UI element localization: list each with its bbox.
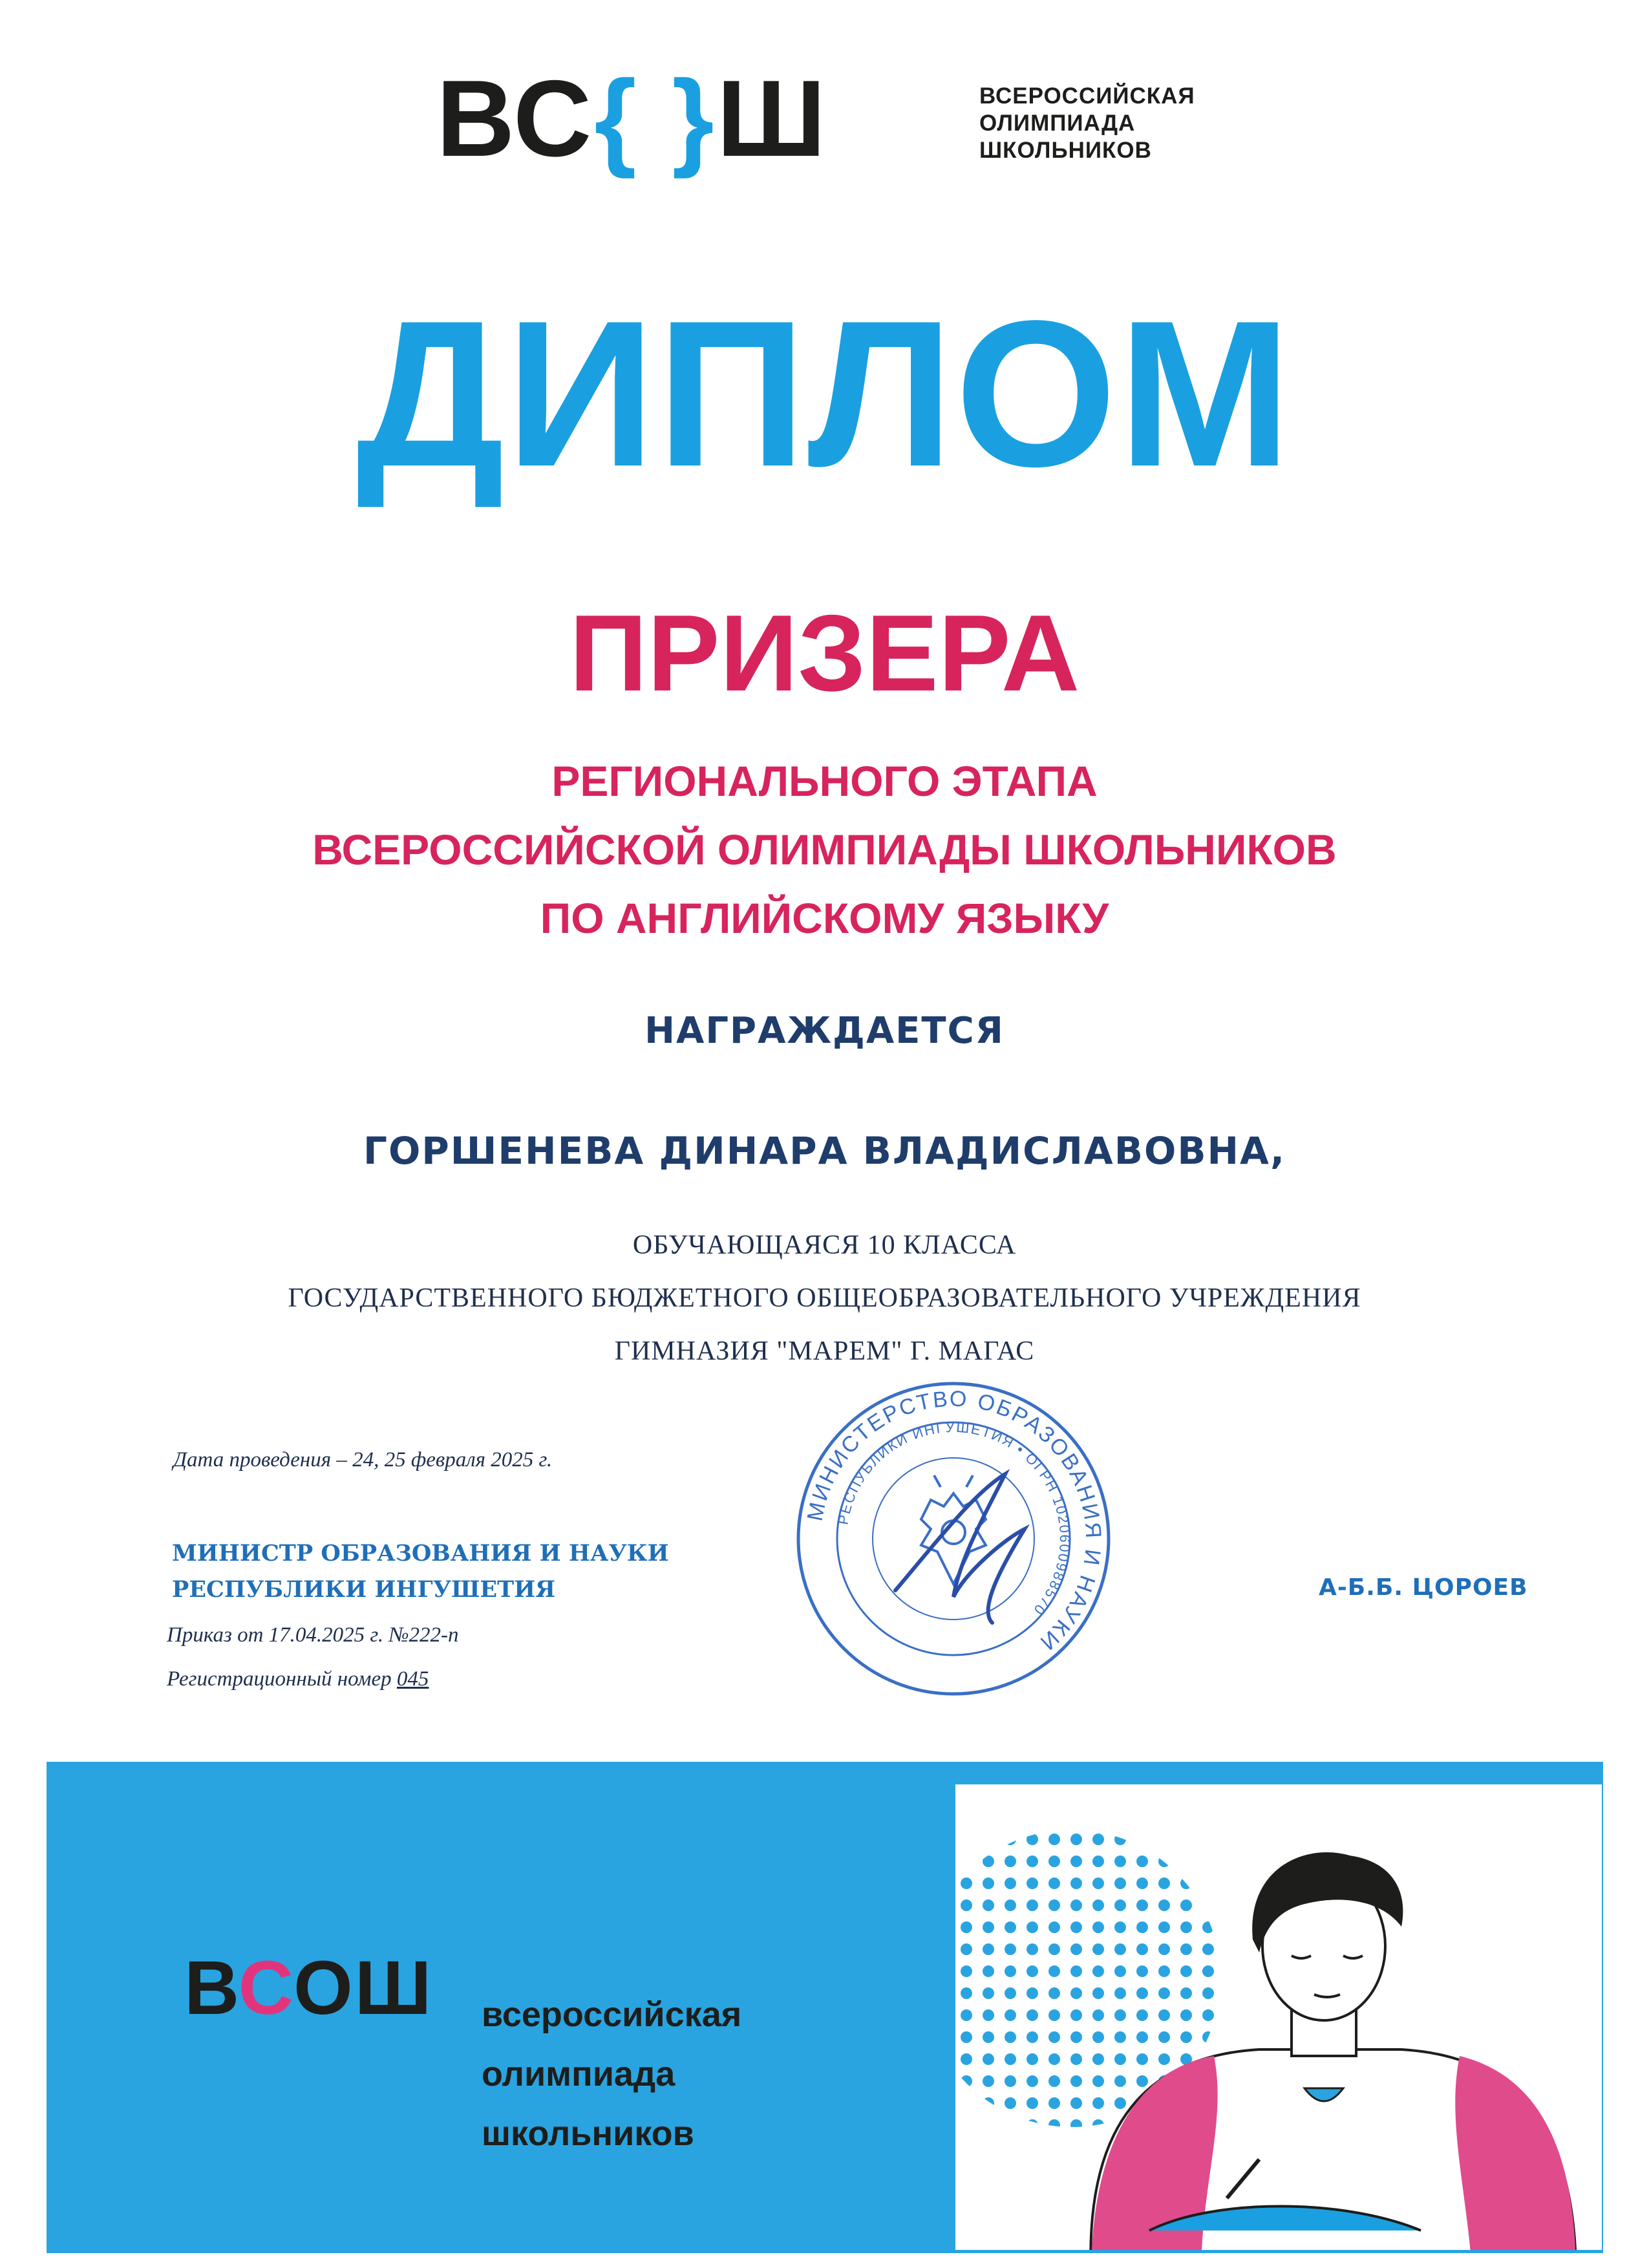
logo-sub-line: ОЛИМПИАДА — [979, 111, 1136, 136]
student-illustration — [955, 1784, 1602, 2250]
school-line: ГОСУДАРСТВЕННОГО БЮДЖЕТНОГО ОБЩЕОБРАЗОВАТЕЛЬНОГО УЧРЕЖДЕНИЯ — [288, 1283, 1361, 1313]
school-info — [0, 1219, 1649, 1378]
banner-sub-line: олимпиада — [482, 2055, 676, 2093]
registration — [167, 1657, 458, 1701]
event-date: Дата проведения – 24, 25 февраля 2025 г. — [173, 1448, 553, 1471]
diploma-title: ДИПЛОМ — [356, 278, 1293, 510]
logo-suffix: Ш — [716, 58, 829, 179]
recipient-name: ГОРШЕНЕВА ДИНАРА ВЛАДИСЛАВОВНА, — [363, 1129, 1286, 1173]
logo-sub-line: ШКОЛЬНИКОВ — [979, 138, 1152, 163]
banner-logo-rest: ОШ — [293, 1945, 434, 2031]
signer-name: А-Б.Б. ЦОРОЕВ — [1319, 1574, 1528, 1601]
logo-subtitle — [979, 83, 1195, 164]
seal-outer-text: МИНИСТЕРСТВО ОБРАЗОВАНИЯ И НАУКИ — [802, 1386, 1106, 1656]
order-block — [167, 1613, 458, 1701]
banner-sub-line: всероссийская — [482, 1995, 742, 2034]
banner-sub-line: школьников — [482, 2114, 694, 2153]
logo-sub-line: ВСЕРОССИЙСКАЯ — [979, 83, 1195, 109]
banner-logo — [184, 1946, 433, 2030]
awarded-label: НАГРАЖДАЕТСЯ — [644, 1010, 1005, 1052]
logo-brace: { } — [594, 58, 717, 179]
right-sleeve — [1455, 2056, 1576, 2250]
subtitle-line: ПО АНГЛИЙСКОМУ ЯЗЫКУ — [540, 894, 1109, 942]
minister-line: МИНИСТР ОБРАЗОВАНИЯ И НАУКИ — [172, 1540, 669, 1567]
award-level: ПРИЗЕРА — [569, 592, 1080, 714]
registration-label: Регистрационный номер — [167, 1667, 397, 1691]
minister-line: РЕСПУБЛИКИ ИНГУШЕТИЯ — [172, 1576, 556, 1603]
logo-prefix: ВС — [436, 58, 595, 179]
school-line: ГИМНАЗИЯ "МАРЕМ" Г. МАГАС — [614, 1336, 1035, 1366]
vsosh-logo — [436, 58, 829, 179]
official-seal — [792, 1377, 1115, 1700]
seal-inner-text: РЕСПУБЛИКИ ИНГУШЕТИЯ • ОГРН 1020600988570 — [835, 1418, 1074, 1619]
subtitle-line: ВСЕРОССИЙСКОЙ ОЛИМПИАДЫ ШКОЛЬНИКОВ — [312, 826, 1337, 873]
banner-logo-c: С — [238, 1945, 294, 2031]
order-text: Приказ от 17.04.2025 г. №222-п — [167, 1623, 459, 1647]
banner-logo-b: В — [184, 1945, 239, 2031]
olympiad-subtitle — [0, 747, 1649, 952]
registration-number: 045 — [396, 1667, 429, 1691]
minister-title — [172, 1535, 669, 1608]
banner-subtitle — [482, 1985, 741, 2163]
school-line: ОБУЧАЮЩАЯСЯ 10 КЛАССА — [632, 1230, 1017, 1260]
student-drawing-icon — [955, 1784, 1602, 2250]
subtitle-line: РЕГИОНАЛЬНОГО ЭТАПА — [551, 757, 1098, 805]
